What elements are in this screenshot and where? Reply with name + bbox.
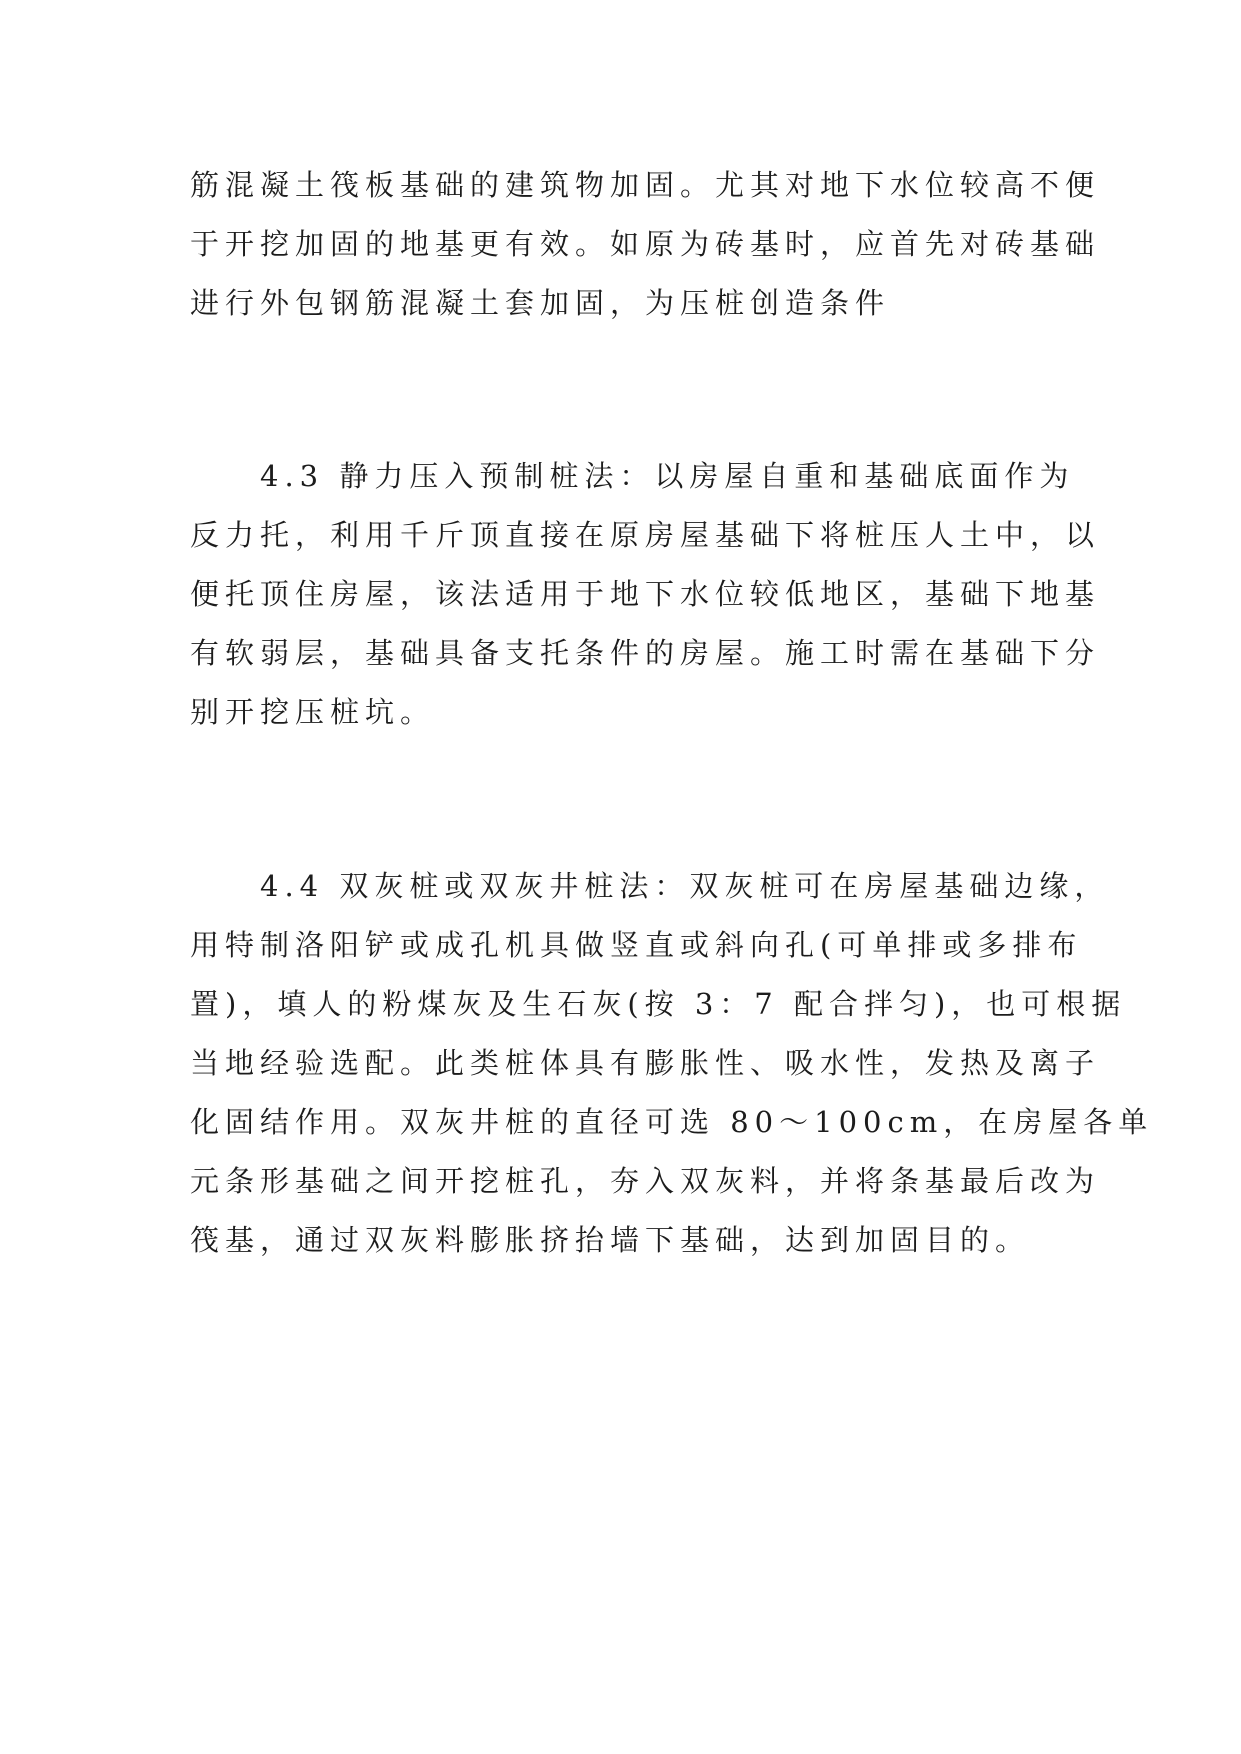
paragraph-4-3 (190, 447, 1101, 742)
text-line: 化固结作用。双灰井桩的直径可选 80～100cm，在房屋各单 (190, 1105, 1154, 1139)
text-line: 用特制洛阳铲或成孔机具做竖直或斜向孔(可单排或多排布 (190, 928, 1083, 962)
text-line: 于开挖加固的地基更有效。如原为砖基时，应首先对砖基础 (190, 227, 1101, 261)
text-line: 元条形基础之间开挖桩孔，夯入双灰料，并将条基最后改为 (190, 1164, 1101, 1198)
text-line: 当地经验选配。此类桩体具有膨胀性、吸水性，发热及离子 (190, 1046, 1101, 1080)
text-line: 进行外包钢筋混凝土套加固，为压桩创造条件 (190, 286, 891, 320)
paragraph-continuation (190, 156, 1101, 333)
text-line: 4.3 静力压入预制桩法：以房屋自重和基础底面作为 (190, 459, 1075, 493)
text-line: 置)，填人的粉煤灰及生石灰(按 3：7 配合拌匀)，也可根据 (190, 987, 1127, 1021)
text-line: 筏基，通过双灰料膨胀挤抬墙下基础，达到加固目的。 (190, 1223, 1031, 1257)
text-line: 有软弱层，基础具备支托条件的房屋。施工时需在基础下分 (190, 636, 1101, 670)
text-line: 筋混凝土筏板基础的建筑物加固。尤其对地下水位较高不便 (190, 168, 1101, 202)
text-line: 4.4 双灰桩或双灰井桩法：双灰桩可在房屋基础边缘， (190, 869, 1110, 903)
paragraph-4-4 (190, 857, 1154, 1270)
text-line: 便托顶住房屋，该法适用于地下水位较低地区，基础下地基 (190, 577, 1101, 611)
text-line: 反力托，利用千斤顶直接在原房屋基础下将桩压人土中，以 (190, 518, 1101, 552)
text-line: 别开挖压桩坑。 (190, 695, 436, 729)
